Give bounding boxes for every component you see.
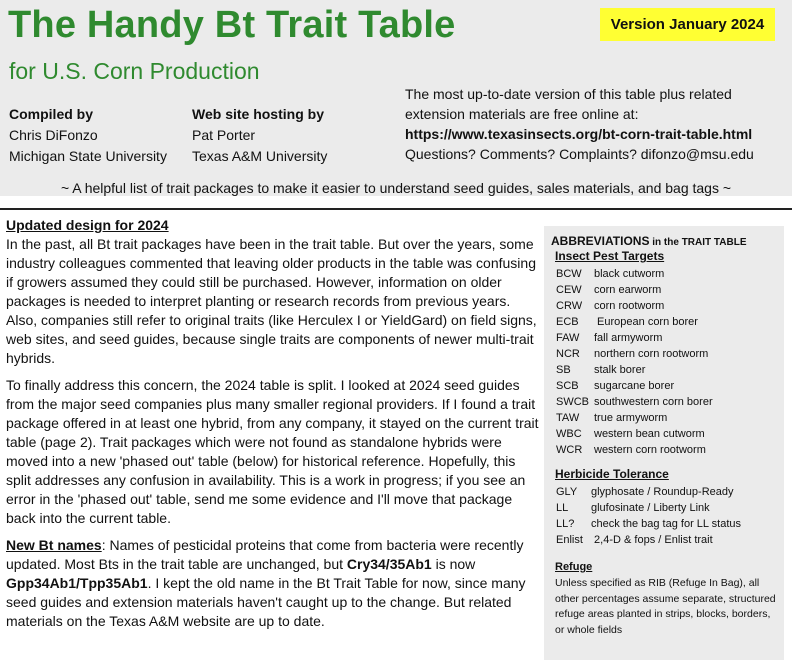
online-line-2: extension materials are free online at: [405,106,639,122]
herbicide-heading: Herbicide Tolerance [555,467,669,481]
paragraph-history: In the past, all Bt trait packages have been in the trait table. But over the years, some industry colleagues commented that leaving older products in the table was confusing if growers assumed they could still be purchased. However, information on older packages is needed to interpret planting or research records from previous years. Also, companies still refer to original traits (like Herculex I or YieldGard) on field signs, web sites, and seed guides, because single traits are components of newer multi-trait hybrids. [6,236,537,366]
list-item: CRW corn rootworm [556,300,665,312]
herbicide-list [556,484,782,548]
list-item: WCR western corn rootworm [556,444,706,456]
new-protein-name: Gpp34Ab1/Tpp35Ab1 [6,575,148,591]
list-item: Enlist 2,4-D & fops / Enlist trait [556,534,713,546]
list-item: TAW true armyworm [556,412,668,424]
list-item: FAW fall armyworm [556,332,663,344]
list-item: LL? check the bag tag for LL status [556,518,742,530]
list-item: SCB sugarcane borer [556,380,675,392]
contact-line: Questions? Comments? Complaints? difonzo@msu.edu [405,146,754,162]
list-item: NCR northern corn rootworm [556,348,709,360]
website-link[interactable]: https://www.texasinsects.org/bt-corn-trait-table.html [405,126,753,142]
online-line-1: The most up-to-date version of this table plus related [405,86,732,102]
refuge-description: Unless specified as RIB (Refuge In Bag), all other percentages assume separate, structured refuge areas planted in strips, blocks, borders, or whole fields [555,577,776,636]
list-item: BCW black cutworm [556,268,665,280]
list-item: SB stalk borer [556,364,646,376]
refuge-heading: Refuge [555,561,593,573]
list-item: ECB European corn borer [556,316,698,328]
header-divider [0,208,792,210]
list-item: LL glufosinate / Liberty Link [556,502,710,514]
online-info [405,84,754,164]
list-item: GLY glyphosate / Roundup-Ready [556,486,734,498]
abbreviations-title: ABBREVIATIONS in the TRAIT TABLE [551,234,747,248]
compiled-by-block [9,104,167,167]
abbreviations-panel [544,226,784,660]
host-affiliation: Texas A&M University [192,148,328,164]
version-badge: Version January 2024 [600,8,775,41]
new-names-heading: New Bt names [6,537,102,553]
host-name: Pat Porter [192,127,256,143]
list-item: WBC western bean cutworm [556,428,705,440]
list-item: CEW corn earworm [556,284,662,296]
page-title: The Handy Bt Trait Table [8,4,456,46]
main-text [6,216,540,639]
header-band [0,0,792,196]
page-subtitle: for U.S. Corn Production [9,58,260,84]
updated-design-heading: Updated design for 2024 [6,217,169,233]
compiled-by-heading: Compiled by [9,106,94,122]
hosting-block [192,104,327,167]
paragraph-split: To finally address this concern, the 2024 table is split. I looked at 2024 seed guides from the major seed companies plus many smaller regional providers. If I found a trait package offered in at least one hybrid, from any company, it stayed on the current trait table (page 2). Trait packages which were not found as standalone hybrids were moved into a new 'phased out' table (below) for historical reference. Hopefully, this split addresses any confusion in availability. This is a work in progress; if you see an error in the 'phased out' table, send me some evidence and I'll move that package back into the current table. [6,377,539,526]
compiler-affiliation: Michigan State University [9,148,167,164]
tagline: ~ A helpful list of trait packages to make it easier to understand seed guides, sales materials, and bag tags ~ [60,180,732,196]
paragraph-new-names: New Bt names: Names of pesticidal proteins that come from bacteria were recently updated. Most Bts in the trait table are unchanged, but Cry34/35Ab1 is now Gpp34Ab1/Tpp35Ab1. I kept the old name in the Bt Trait Table for now, since many seed guides and extension materials haven't caught up to the change. But related materials on the Texas A&M website are up to date. [6,537,526,629]
list-item: SWCB southwestern corn borer [556,396,713,408]
insect-list [556,266,782,458]
compiler-name: Chris DiFonzo [9,127,98,143]
insect-targets-heading: Insect Pest Targets [555,249,665,263]
old-protein-name: Cry34/35Ab1 [346,556,432,572]
hosting-heading: Web site hosting by [192,106,324,122]
